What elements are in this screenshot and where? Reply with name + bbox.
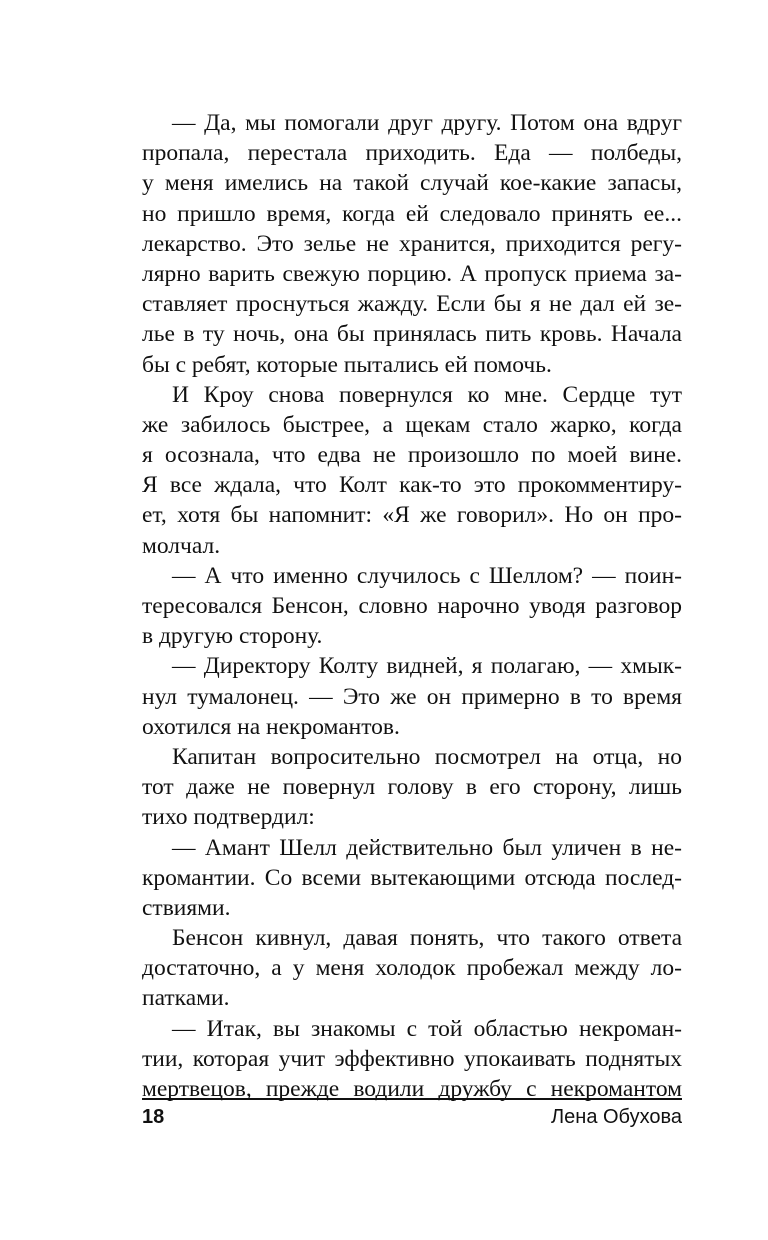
footer-rule (142, 1098, 682, 1100)
text-line: И Кроу снова повернулся ко мне. Сердце тут (172, 381, 682, 408)
author-name: Лена Обухова (551, 1106, 682, 1128)
text-line: но пришло время, когда ей следовало принять ее... (142, 200, 682, 227)
text-line: — Итак, вы знакомы с той областью некроман- (172, 1015, 682, 1042)
text-line: кромантии. Со всеми вытекающими отсюда послед- (142, 864, 682, 891)
text-line: тихо подтвердил: (142, 804, 315, 831)
text-line: Бенсон кивнул, давая понять, что такого ответа (172, 925, 682, 952)
text-line: лье в ту ночь, она бы принялась пить кровь. Начала (142, 321, 682, 348)
text-line: пропала, перестала приходить. Еда — полбеды, (142, 140, 682, 167)
text-line: ствиями. (142, 894, 231, 921)
text-line: молчал. (142, 532, 221, 559)
text-line: — Амант Шелл действительно был уличен в не- (172, 834, 682, 861)
text-line: же забилось быстрее, а щекам стало жарко, когда (142, 411, 682, 438)
text-line: нул тумалонец. — Это же он примерно в то время (142, 683, 682, 710)
text-line: достаточно, а у меня холодок пробежал между ло- (142, 955, 682, 982)
text-line: тот даже не повернул голову в его сторону, лишь (142, 774, 682, 801)
text-line: охотился на некромантов. (142, 713, 400, 740)
text-line: ставляет проснуться жажду. Если бы я не дал ей зе- (142, 291, 682, 318)
text-line: Я все ждала, что Колт как-то это прокомментиру- (142, 472, 682, 499)
text-line: лекарство. Это зелье не хранится, приходится регу- (142, 230, 682, 257)
text-line: в другую сторону. (142, 623, 323, 650)
text-line: тересовался Бенсон, словно нарочно уводя разговор (142, 593, 682, 619)
text-line: мертвецов, прежде водили дружбу с некромантом (142, 1076, 682, 1102)
text-line: патками. (142, 985, 230, 1012)
text-line: — А что именно случилось с Шеллом? — поин- (172, 562, 682, 589)
text-line: — Директору Колту видней, я полагаю, — хмык- (172, 653, 682, 680)
text-line: я осознала, что едва не произошло по моей вине. (142, 442, 682, 469)
text-line: ет, хотя бы напомнит: «Я же говорил». Но он про- (142, 502, 682, 529)
text-line: тии, которая учит эффективно упокаивать поднятых (142, 1045, 682, 1072)
text-line: — Да, мы помогали друг другу. Потом она вдруг (172, 110, 682, 136)
text-line: лярно варить свежую порцию. А пропуск приема за- (142, 260, 682, 287)
text-line: Капитан вопросительно посмотрел на отца, но (172, 743, 682, 770)
page-number: 18 (142, 1106, 165, 1128)
text-line: у меня имелись на такой случай кое-какие запасы, (142, 170, 682, 197)
text-line: бы с ребят, которые пытались ей помочь. (142, 351, 552, 378)
body-text (142, 108, 682, 1104)
